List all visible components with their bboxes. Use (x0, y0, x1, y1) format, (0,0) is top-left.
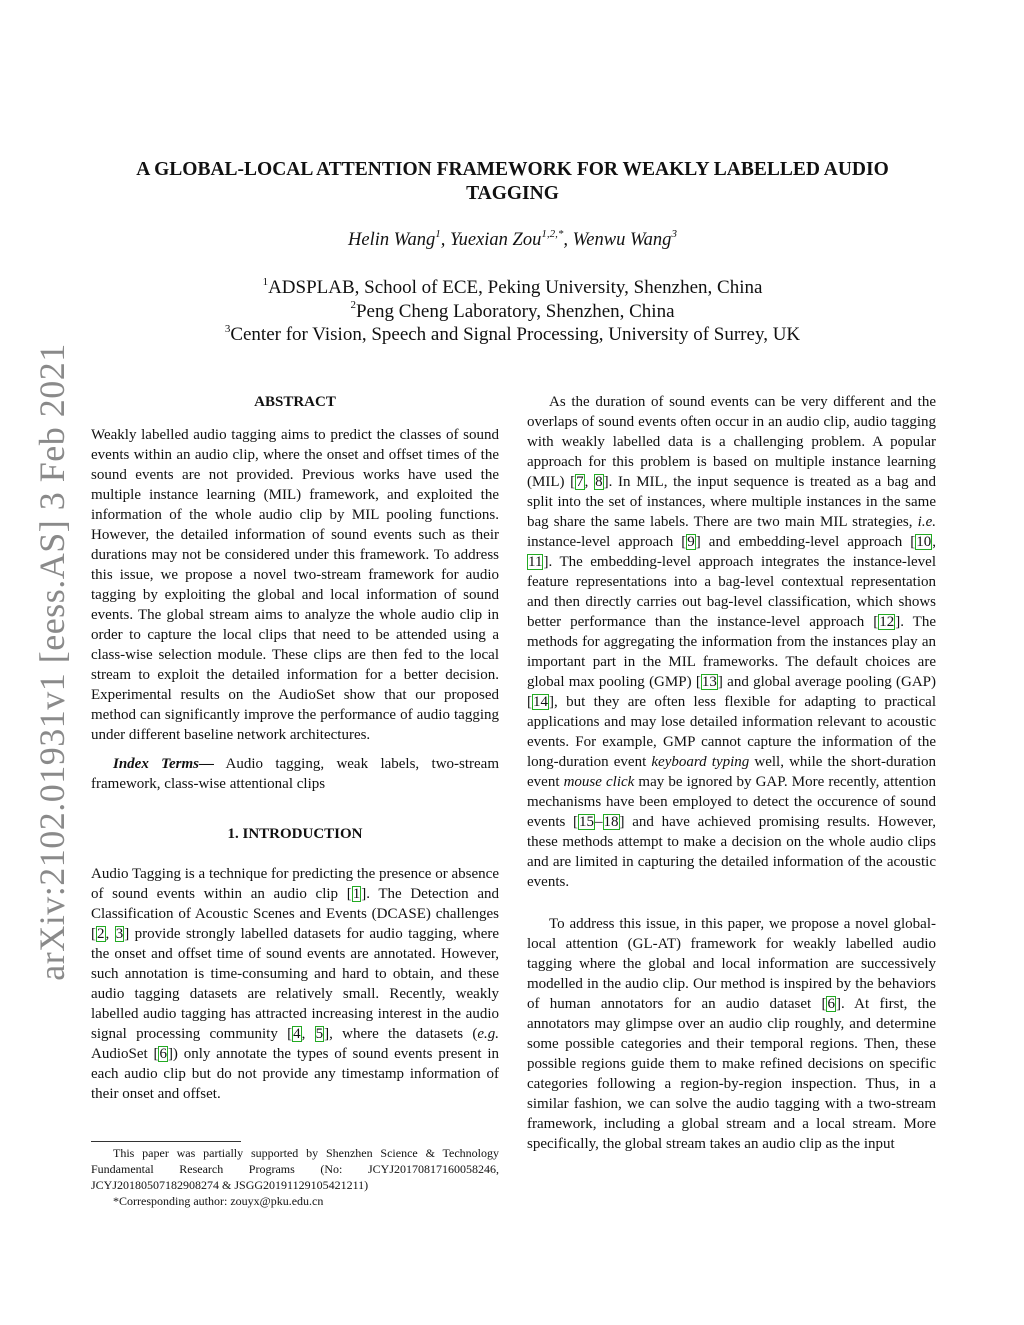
citation-link[interactable]: 4 (293, 1026, 301, 1042)
text-run-italic: keyboard typing (651, 754, 750, 770)
text-run: To address this issue, in this paper, we propose a novel global-local attention (GL-AT) framework for weakly labelled audio tagging where the global and local information are successively modelled in the audio clip. Our method is inspired by the behaviors of human annotators for an audio dataset [ (527, 916, 936, 1012)
affiliation-text: Peng Cheng Laboratory, Shenzhen, China (355, 300, 675, 322)
text-run: ]. The methods for aggregating the information from the instances play an important part in the MIL frameworks. The default choices are global max pooling (GMP) [ (527, 614, 936, 690)
text-run: As the duration of sound events can be very different and the overlaps of sound events often occur in an audio clip, audio tagging with weakly labelled data is a challenging problem. A popular approach for this problem is based on multiple instance learning (MIL) [ (527, 394, 936, 490)
text-run: ]. The embedding-level approach integrates the instance-level feature representations into a bag-level contextual representation and then directly carries out bag-level classification, which shows better performance than the instance-level approach [ (527, 554, 936, 630)
affiliation-line (120, 300, 905, 324)
text-run: well, while the short-duration event (527, 754, 936, 790)
footnote-divider (91, 1141, 241, 1142)
citation-link[interactable]: 6 (827, 996, 835, 1012)
text-run: – (595, 814, 603, 830)
citation-link[interactable]: 18 (603, 814, 619, 830)
author-separator: , (440, 230, 450, 250)
text-run: Audio Tagging is a technique for predicting the presence or absence of sound events within an audio clip [ (91, 866, 499, 902)
citation-link[interactable]: 14 (533, 694, 548, 710)
citation-link[interactable]: 13 (701, 674, 717, 690)
author-list (120, 228, 905, 252)
citation-link[interactable]: 2 (97, 926, 105, 942)
text-run: ]. At first, the annotators may glimpse over an audio clip roughly, and determine some possible categories and their temporal regions. Then, these possible regions guide them to make refined decisions on specific categories following a region-by-region inspection. Thus, in a similar fashion, we can solve the audio tagging with a two-stream framework, including a global stream and a local stream. More specifically, the global stream takes an audio clip as the input (527, 996, 937, 1152)
introduction-heading: 1. INTRODUCTION (227, 826, 363, 842)
text-run-italic: mouse click (563, 774, 635, 790)
citation-link[interactable]: 8 (595, 474, 603, 490)
citation-link[interactable]: 6 (159, 1046, 167, 1062)
text-run: ] and have achieved promising results. However, these methods attempt to make a decision on the whole audio clips and are limited in capturing the detailed information of the acoustic events. (527, 814, 936, 890)
citation-link[interactable]: 9 (687, 534, 695, 550)
citation-link[interactable]: 1 (352, 886, 361, 902)
text-run: , (932, 534, 936, 550)
intro-paragraph-1 (91, 864, 499, 1104)
author-name: Helin Wang (348, 230, 436, 250)
affiliation-line (120, 276, 905, 300)
citation-link[interactable]: 11 (528, 554, 543, 570)
text-run: , (301, 1026, 315, 1042)
intro-paragraph-2 (527, 392, 936, 892)
text-run: ], but they are often less flexible for adapting to practical applications and may lose detailed information relevant to acoustic events. For example, GMP cannot capture the information of the long-duration event (527, 694, 936, 770)
affiliation-mark: 1 (262, 275, 269, 288)
corresponding-author-footnote: *Corresponding author: zouyx@pku.edu.cn (113, 1194, 324, 1208)
citation-link[interactable]: 12 (879, 614, 895, 630)
text-run: ] and global average pooling (GAP) [ (527, 674, 936, 710)
paper-title (120, 158, 905, 206)
left-column (91, 392, 499, 1104)
affiliation-mark: 3 (224, 322, 231, 335)
author-affiliation-mark: 1,2,* (541, 227, 564, 240)
citation-link[interactable]: 10 (916, 534, 932, 550)
index-terms-label: Index Terms— (113, 756, 214, 772)
arxiv-identifier-stamp: arXiv:2102.01931v1 [eess.AS] 3 Feb 2021 (32, 343, 72, 981)
author-separator: , (563, 230, 573, 250)
citation-link[interactable]: 5 (315, 1026, 324, 1042)
abstract-text: Weakly labelled audio tagging aims to predict the classes of sound events within an audio clip, where the onset and offset times of the sound events are not provided. Previous works have used the multiple instance learning (MIL) framework, and exploited the information of the whole audio clip by MIL pooling functions. However, the detailed information of sound events such as their durations may not be considered under this framework. To address this issue, we propose a novel two-stream framework for audio tagging by exploiting the global and local information of sound events. The global stream aims to analyze the whole audio clip in order to capture the local clips that need to be attended using a class-wise selection module. These clips are then fed to the local stream to exploit the detailed information for a better decision. Experimental results on the AudioSet show that our proposed method can significantly improve the performance of audio tagging under different baseline network architectures. (91, 427, 499, 743)
text-run: , (584, 474, 595, 490)
funding-footnote: This paper was partially supported by Shenzhen Science & Technology Fundamental Research Programs (No: JCYJ20170817160058246, JCYJ20180507182908274 & JSGG20191129105421211) (91, 1146, 499, 1192)
author-name: Wenwu Wang (572, 230, 672, 250)
abstract-heading: ABSTRACT (254, 394, 336, 410)
right-column (527, 392, 936, 1154)
title-line-1: A GLOBAL-LOCAL ATTENTION FRAMEWORK FOR WEAKLY LABELLED AUDIO (136, 159, 889, 180)
citation-link[interactable]: 3 (115, 926, 124, 942)
affiliation-line (120, 323, 905, 347)
author-affiliation-mark: 1 (435, 227, 441, 240)
footnotes (91, 1145, 499, 1209)
citation-link[interactable]: 15 (579, 814, 595, 830)
text-run: ]) only annotate the types of sound events present in each audio clip but do not provide any timestamp information of their onset and offset. (91, 1046, 499, 1102)
text-run: , (105, 926, 115, 942)
text-run: ]. In MIL, the input sequence is treated as a bag and split into the set of instances, where multiple instances in the same bag share the same labels. There are two main MIL strategies, (527, 474, 937, 530)
intro-paragraph-3 (527, 914, 936, 1154)
affiliation-text: Center for Vision, Speech and Signal Processing, University of Surrey, UK (230, 324, 801, 345)
text-run-italic: i.e. (917, 514, 936, 530)
author-name: Yuexian Zou (450, 230, 542, 250)
affiliation-text: ADSPLAB, School of ECE, Peking University, Shenzhen, China (268, 277, 763, 298)
citation-link[interactable]: 7 (576, 474, 584, 490)
text-run: AudioSet [ (91, 1046, 159, 1062)
title-line-2: TAGGING (466, 183, 559, 204)
text-run-italic: e.g. (477, 1026, 500, 1042)
text-run: ] and embedding-level approach [ (695, 534, 916, 550)
text-run: ] provide strongly labelled datasets for audio tagging, where the onset and offset time of sound events are annotated. However, such annotation is time-consuming and hard to obtain, and these audio tagging datasets are relatively small. Recently, weakly labelled audio tagging has attracted increasing interest in the audio signal processing community [ (91, 926, 500, 1042)
text-run: instance-level approach [ (527, 534, 687, 550)
author-affiliation-mark: 3 (671, 227, 677, 240)
affiliation-mark: 2 (350, 299, 356, 312)
text-run: may be ignored by GAP. More recently, attention mechanisms have been employed to detect the occurence of sound events [ (527, 774, 937, 830)
affiliation-list (120, 276, 905, 347)
text-run: ], where the datasets ( (324, 1026, 478, 1042)
index-terms (91, 754, 499, 794)
text-run: ]. The Detection and Classification of Acoustic Scenes and Events (DCASE) challenges [ (91, 886, 499, 942)
index-terms-text: Audio tagging, weak labels, two-stream framework, class-wise attentional clips (91, 756, 500, 792)
